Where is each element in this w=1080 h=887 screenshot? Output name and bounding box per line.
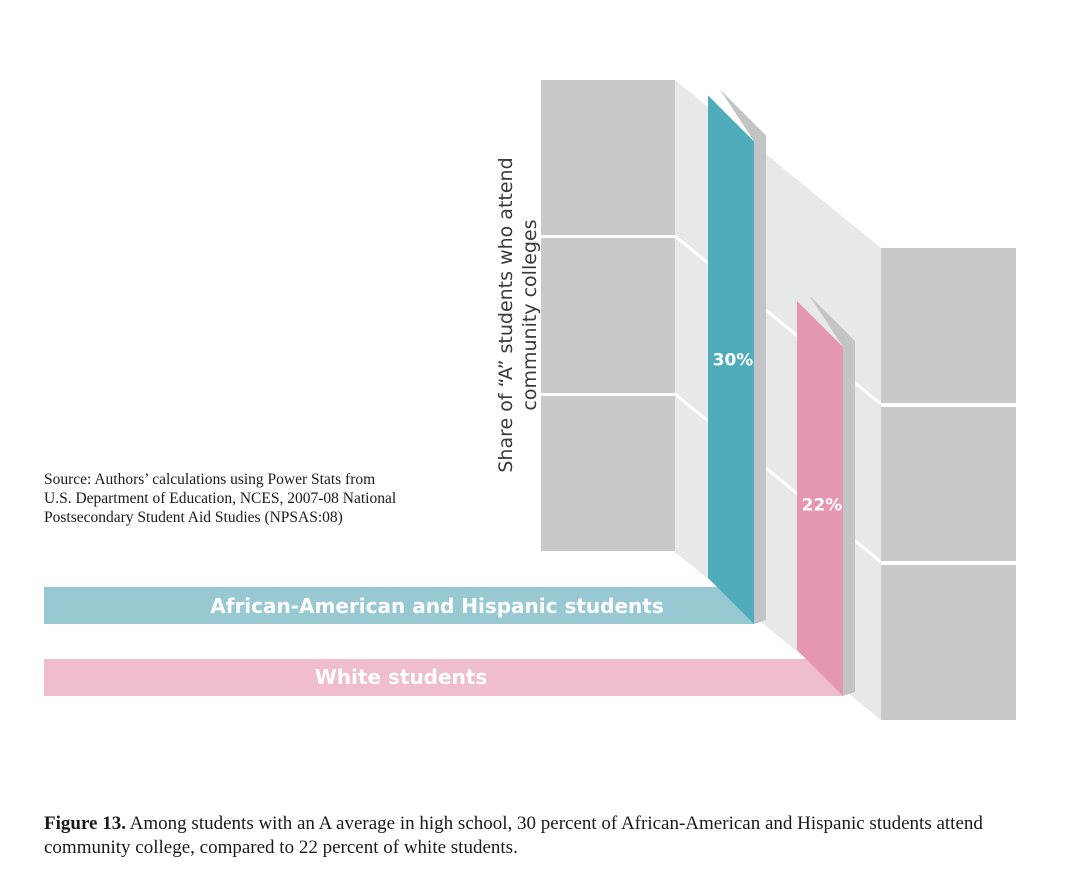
band-label-african-american-hispanic: African-American and Hispanic students [210, 594, 664, 618]
wall-block [881, 248, 1016, 403]
figure-caption-text: Among students with an A average in high school, 30 percent of African-American and Hispanic students attend community college, compared to 22 percent of white students. [44, 813, 983, 858]
y-axis-label-line-2: community colleges [519, 219, 541, 411]
back-wall-left [541, 80, 675, 551]
source-note: Source: Authors’ calculations using Power Stats from U.S. Department of Education, NCES, 2007-08 National Postsecondary Student Aid Studies (NPSAS:08) [44, 471, 397, 526]
figure-label: Figure 13. [44, 813, 126, 834]
front-wall-right [881, 248, 1016, 720]
wall-block [541, 80, 675, 235]
figure-caption [44, 812, 1044, 860]
wall-block [541, 238, 675, 393]
band-label-white: White students [314, 665, 488, 689]
value-label-african-american-hispanic: 30% [712, 350, 754, 371]
wall-block [881, 407, 1016, 561]
wall-block [881, 565, 1016, 720]
wall-block [541, 396, 675, 551]
value-label-white: 22% [801, 495, 843, 516]
y-axis-label-line-1: Share of “A” students who attend [495, 157, 517, 473]
